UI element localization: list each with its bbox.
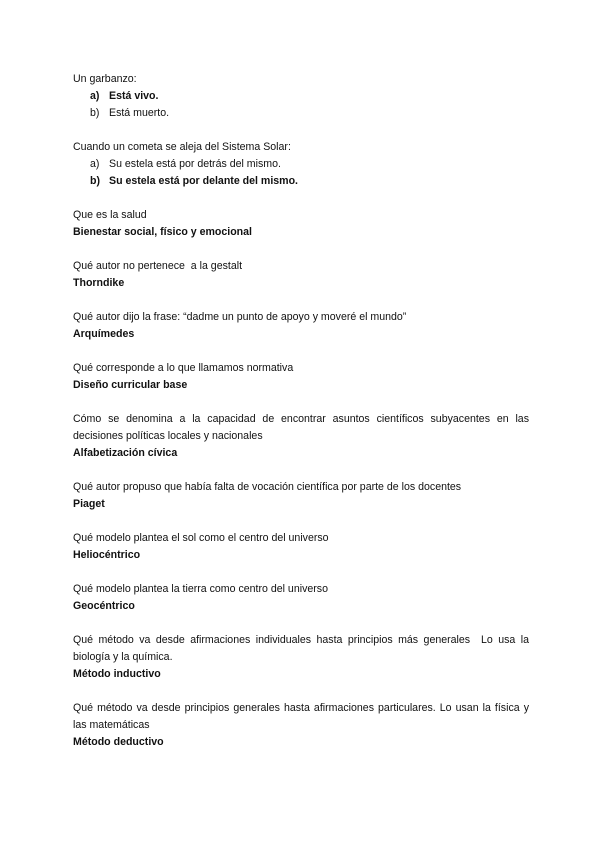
question-block-4 (73, 258, 529, 292)
question-text: Qué modelo plantea la tierra como centro del universo (73, 583, 328, 595)
question-block-6 (73, 360, 529, 394)
question-block-7 (73, 411, 529, 462)
question-text: Qué método va desde afirmaciones individuales hasta principios más generales Lo usa la biología y la química. (73, 634, 532, 663)
question-text: Qué corresponde a lo que llamamos normativa (73, 362, 294, 374)
answer-text: Thorndike (73, 277, 125, 289)
question-block-8 (73, 479, 529, 513)
option-text: Su estela está por delante del mismo. (109, 175, 298, 187)
question-block-9 (73, 530, 529, 564)
answer-text: Método deductivo (73, 736, 164, 748)
answer-text: Arquímedes (73, 328, 135, 340)
question-block-5 (73, 309, 529, 343)
question-text: Qué método va desde principios generales hasta afirmaciones particulares. Lo usan la física y las matemáticas (73, 702, 529, 731)
question-text: Que es la salud (73, 209, 147, 221)
question-block-11 (73, 632, 532, 683)
option-a (73, 156, 529, 173)
option-marker: a) (90, 90, 100, 102)
answer-text: Diseño curricular base (73, 379, 188, 391)
question-text: Qué modelo plantea el sol como el centro del universo (73, 532, 329, 544)
question-block-3 (73, 207, 529, 241)
answer-text: Geocéntrico (73, 600, 135, 612)
option-marker: b) (90, 107, 100, 119)
option-marker: a) (90, 158, 100, 170)
question-text: Qué autor propuso que había falta de vocación científica por parte de los docentes (73, 481, 462, 493)
answer-text: Heliocéntrico (73, 549, 141, 561)
question-text: Cómo se denomina a la capacidad de encontrar asuntos científicos subyacentes en las decisiones políticas locales y nacionales (73, 413, 529, 442)
answer-text: Método inductivo (73, 668, 161, 680)
question-text: Qué autor dijo la frase: “dadme un punto de apoyo y moveré el mundo” (73, 311, 407, 323)
question-text: Qué autor no pertenece a la gestalt (73, 260, 243, 272)
option-b (73, 105, 529, 122)
option-text: Su estela está por detrás del mismo. (109, 158, 281, 170)
question-block-1 (73, 71, 529, 122)
answer-text: Bienestar social, físico y emocional (73, 226, 252, 238)
option-a (73, 88, 529, 105)
question-text: Un garbanzo: (73, 73, 137, 85)
question-block-12 (73, 700, 529, 751)
answer-text: Alfabetización cívica (73, 447, 178, 459)
question-text: Cuando un cometa se aleja del Sistema Solar: (73, 141, 291, 153)
question-block-10 (73, 581, 529, 615)
answer-text: Piaget (73, 498, 105, 510)
option-text: Está muerto. (109, 107, 170, 119)
option-marker: b) (90, 175, 100, 187)
question-block-2 (73, 139, 529, 190)
option-text: Está vivo. (109, 90, 159, 102)
option-b (73, 173, 529, 190)
